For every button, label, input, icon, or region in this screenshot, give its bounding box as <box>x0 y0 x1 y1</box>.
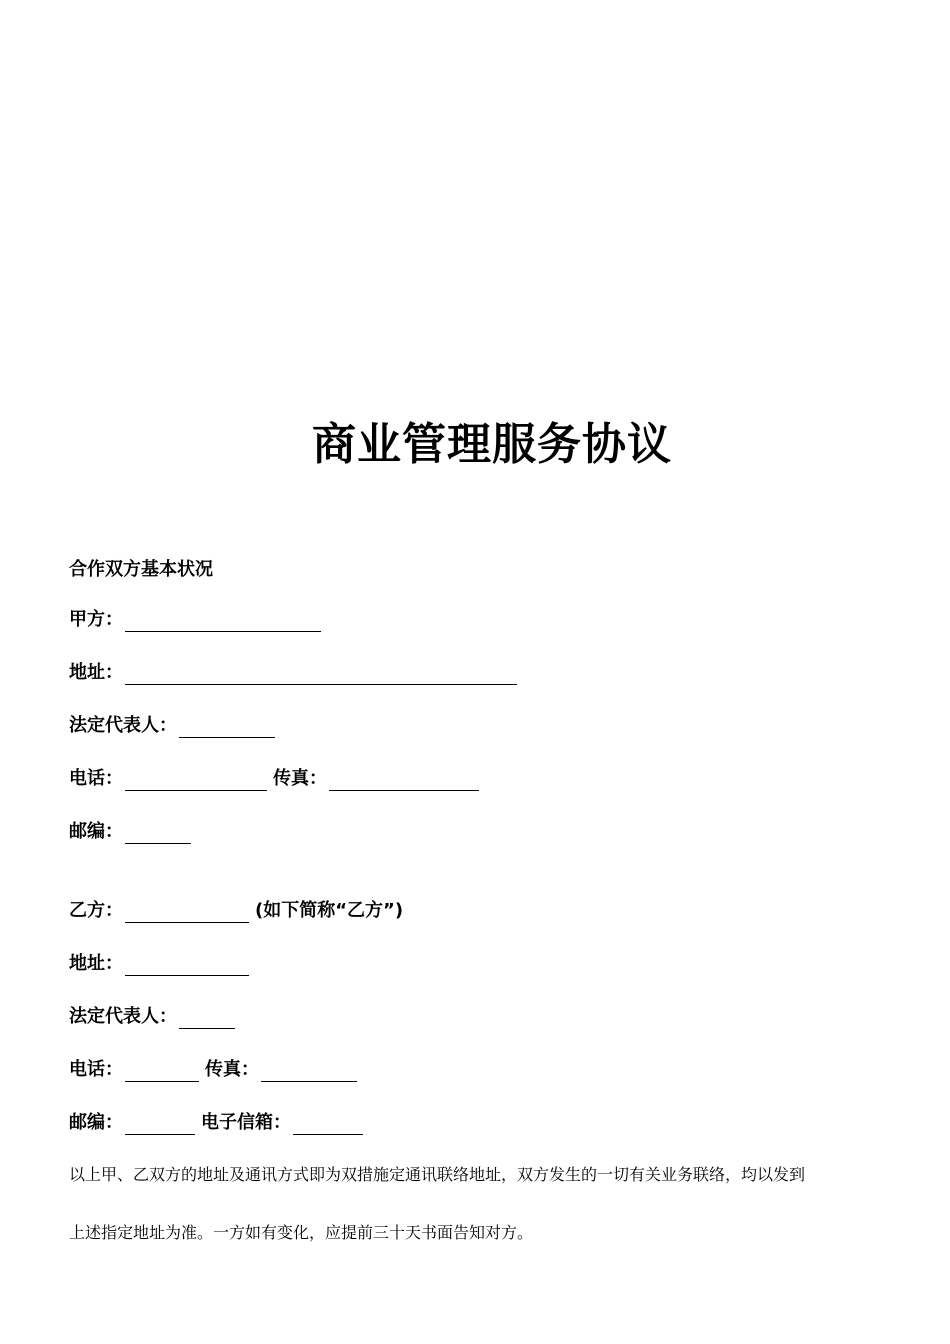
document-title: 商业管理服务协议 <box>312 419 672 470</box>
party-b-postcode-blank[interactable] <box>125 1116 195 1135</box>
section-heading <box>69 558 213 582</box>
party-b-postcode-label: 邮编： <box>69 1112 123 1133</box>
party-a-name-blank[interactable] <box>125 613 321 632</box>
contact-clause-line-1: 以上甲、乙双方的地址及通讯方式即为双措施定通讯联络地址，双方发生的一切有关业务联络，均以发到 <box>69 1165 806 1184</box>
party-a-fax-blank[interactable] <box>329 772 479 791</box>
party-b-email-label: 电子信箱： <box>201 1112 291 1133</box>
party-b-name-blank[interactable] <box>125 904 249 923</box>
party-b-name-suffix: (如下简称“乙方”) <box>255 900 404 921</box>
party-a-legal-rep-row <box>69 714 275 738</box>
party-b-phone-blank[interactable] <box>125 1063 199 1082</box>
party-b-address-blank[interactable] <box>125 957 249 976</box>
party-a-name-row <box>69 608 321 632</box>
party-b-postcode-email-row <box>69 1111 363 1135</box>
party-a-address-label: 地址： <box>69 662 123 683</box>
party-b-address-row <box>69 952 249 976</box>
party-a-legal-rep-label: 法定代表人： <box>69 715 177 736</box>
party-a-postcode-label: 邮编： <box>69 821 123 842</box>
party-b-legal-rep-row <box>69 1005 235 1029</box>
contact-clause-line-2: 上述指定地址为准。一方如有变化，应提前三十天书面告知对方。 <box>69 1223 534 1242</box>
party-a-address-blank[interactable] <box>125 666 517 685</box>
party-b-phone-fax-row <box>69 1058 357 1082</box>
party-b-email-blank[interactable] <box>293 1116 363 1135</box>
party-a-phone-blank[interactable] <box>125 772 267 791</box>
party-a-phone-fax-row <box>69 767 479 791</box>
party-b-phone-label: 电话： <box>69 1059 123 1080</box>
party-a-legal-rep-blank[interactable] <box>179 719 275 738</box>
party-b-fax-label: 传真： <box>205 1059 259 1080</box>
party-b-legal-rep-blank[interactable] <box>179 1010 235 1029</box>
party-b-name-row <box>69 899 403 923</box>
party-b-address-label: 地址： <box>69 953 123 974</box>
party-b-fax-blank[interactable] <box>261 1063 357 1082</box>
party-a-postcode-row <box>69 820 191 844</box>
party-b-legal-rep-label: 法定代表人： <box>69 1006 177 1027</box>
party-a-postcode-blank[interactable] <box>125 825 191 844</box>
section-heading-text: 合作双方基本状况 <box>69 559 213 580</box>
party-a-phone-label: 电话： <box>69 768 123 789</box>
party-b-name-label: 乙方： <box>69 900 123 921</box>
party-a-name-label: 甲方： <box>69 609 123 630</box>
party-a-address-row <box>69 661 517 685</box>
party-a-fax-label: 传真： <box>273 768 327 789</box>
